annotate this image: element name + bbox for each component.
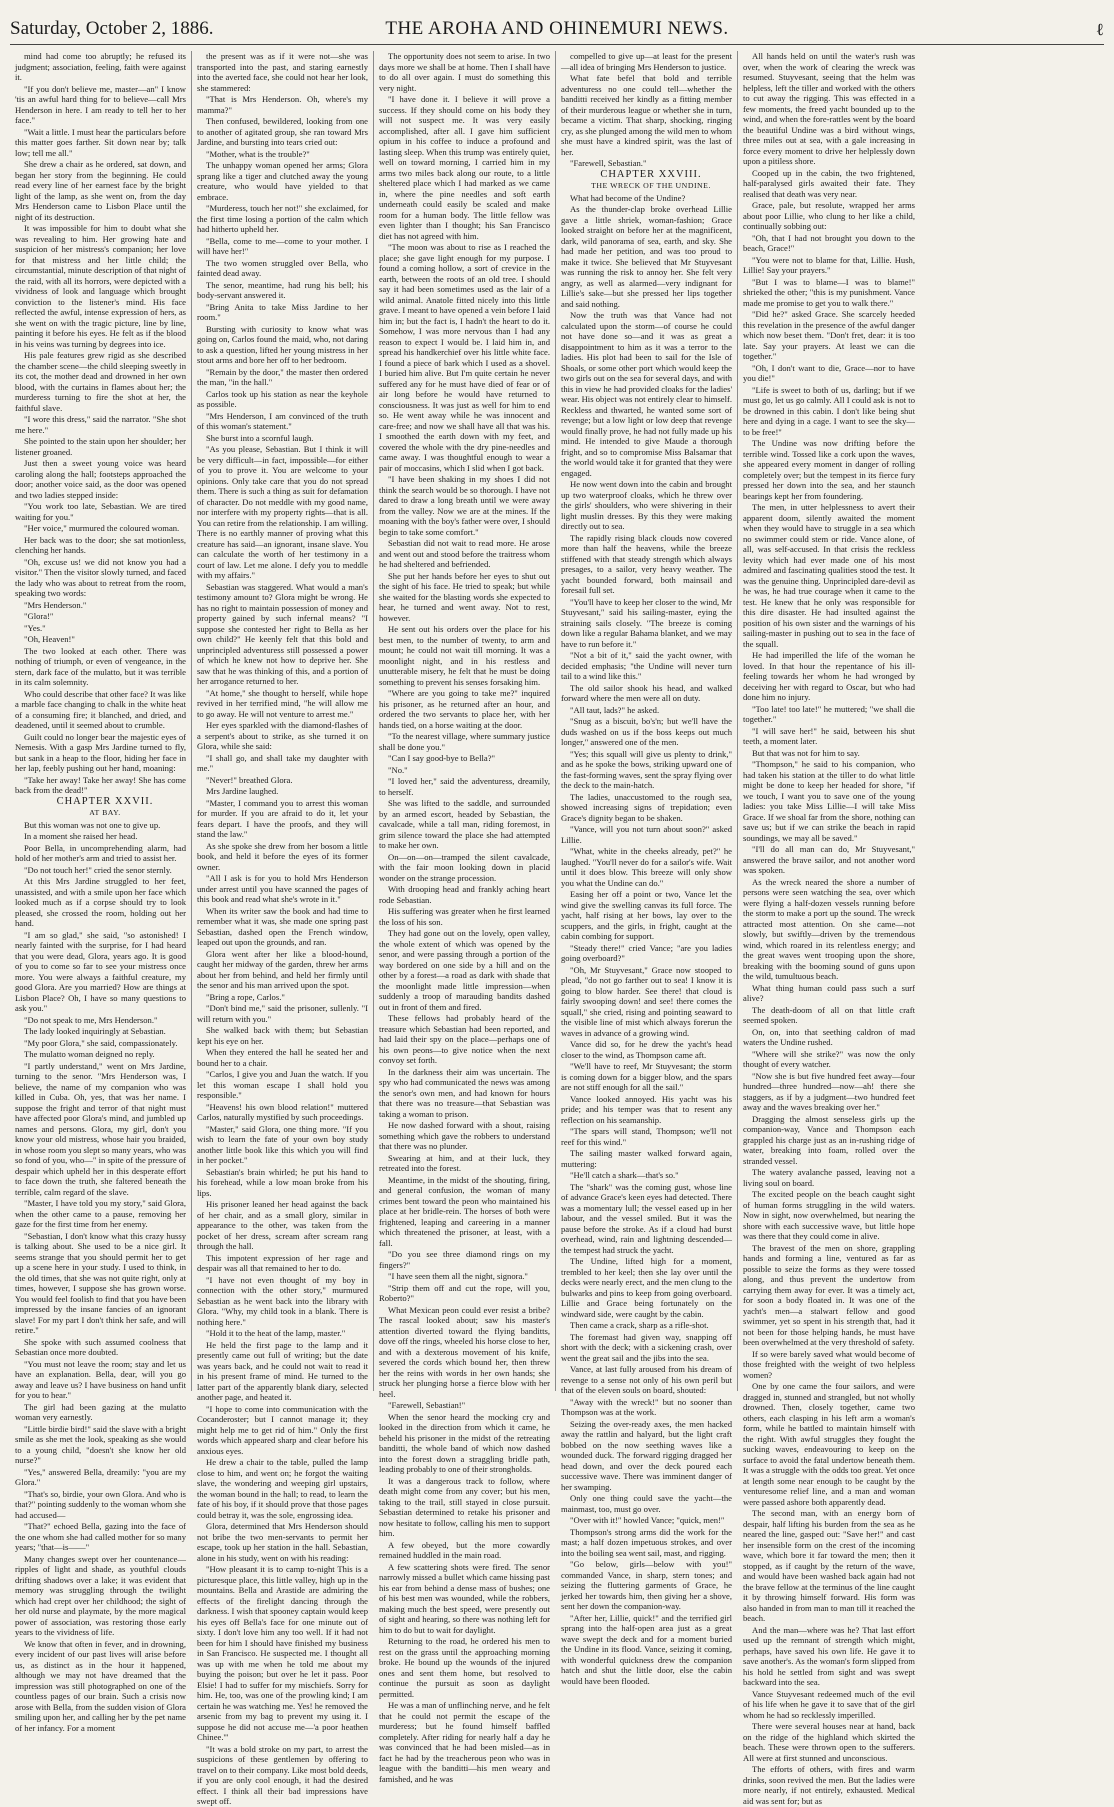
article-paragraph: "I hope to come into communication with the Cocanderoster; but I cannot manage it; they might help me to get rid of him." Only the first words which appeared sharp and clear before his anxious eyes.	[197, 1403, 368, 1456]
article-paragraph: "Oh, that I had not brought you down to the beach, Grace!"	[743, 232, 915, 253]
article-paragraph: "To the nearest village, where summary justice shall be done you."	[379, 731, 550, 752]
article-paragraph: Who could describe that other face? It was like a marble face changing to chalk in the white heat of a consuming fire; it blanched, and dried, and deadened, until it seemed about to crumble.	[15, 688, 186, 730]
article-paragraph: "Oh, I don't want to die, Grace—nor to have you die!"	[743, 362, 915, 383]
article-paragraph: A few obeyed, but the more cowardly remained huddled in the main road.	[379, 1539, 550, 1560]
article-paragraph: "At home," she thought to herself, while hope revived in her terrified mind, "he will allow me to go away. He will not venture to arrest me."	[197, 687, 368, 719]
article-paragraph: Then confused, bewildered, looking from one to another of agitated group, she ran toward Mrs Jardine, and bursting into tears cried out:	[197, 116, 368, 147]
article-paragraph: "Glora!"	[24, 611, 54, 621]
article-paragraph: "No."	[388, 764, 408, 775]
article-paragraph: "My poor Glora," she said, compassionately.	[24, 1037, 178, 1048]
article-paragraph: Easing her off a point or two, Vance let the wind give the swelling canvas its full force. The yacht, half rising at her bows, lay over to the scuppers, and the girls, in fright, caught at the cabin combing for support.	[561, 889, 732, 941]
article-paragraph: But that was not for him to say.	[752, 747, 860, 758]
article-paragraph: compelled to give up—at least for the present—all idea of bringing Mrs Henderson to justice.	[561, 51, 732, 72]
article-paragraph: "Farewell, Sebastian!"	[388, 1400, 466, 1410]
article-paragraph: The death-doom of all on that little craft seemed spoken.	[743, 1004, 915, 1025]
article-paragraph: But this woman was not one to give up.	[24, 819, 161, 830]
article-paragraph: "Yes," answered Bella, dreamily: "you are my Glora."	[15, 1466, 186, 1487]
article-paragraph: "Do not speak to me, Mrs Henderson."	[24, 1014, 158, 1025]
article-paragraph: "I have done it. I believe it will prove a success. If they should come on his body they will not suspect me. It was very easily accomplished, after all. I gave him sufficient opium in his coffee to induce a profound and lasting sleep. When this trump was entirely quiet, well on toward morning, I carried him in my arms two miles back along our route, to a little sheltered place which I had marked as we came in, where the pine needles and soft earth underneath could easily be scaled and make room for a human body. The little fellow was even lighter than I thought; his San Francisco diet has not agreed with him.	[379, 94, 550, 241]
article-paragraph: The rapidly rising black clouds now covered more than half the heavens, while the breeze stiffened with that steady strength which always presages, to a sailor, very heavy weather. The yacht bounded forward, both mainsail and foresail full set.	[561, 532, 732, 595]
article-paragraph: "Murderess, touch her not!" she exclaimed, for the first time losing a portion of the calm which had hitherto upheld her.	[197, 203, 368, 234]
article-paragraph: It was impossible for him to doubt what she was revealing to him. Her growing hate and suspicion of her mistress's companion; her love for that mistress and her little child; the circumstantial, minute description of that night of the raid, with all its horrors, were depicted with a vividness of look and language which brought conviction to the listener's mind. His face reflected the awful, intense expression of hers, as she went on with the tragic picture, line by line, painting it before his eyes. He felt as if the blood in his veins was turning by degrees into ice.	[15, 223, 186, 349]
article-paragraph: Just then a sweet young voice was heard caroling along the hall; footsteps approached the door; another voice said, as the door was opened and two ladies stepped inside:	[15, 458, 186, 500]
article-paragraph: "Vance, will you not turn about soon?" asked Lillie.	[561, 824, 732, 845]
article-paragraph: "I'll do all man can do, Mr Stuyvesant," answered the brave sailor, and not another word was spoken.	[743, 844, 915, 875]
article-paragraph: We know that often in fever, and in drowning, every incident of our past lives will arise before us, as distinct as in the hour it happened, although we may not have dreamed that the impression was still photographed on one of the countless pages of our brain. Such a crisis now arose with Bella, from the sudden vision of Glora smiling upon her, and calling her by the pet name of her infancy. For a moment	[15, 1638, 186, 1733]
article-paragraph: If so were barely saved what would become of those freighted with the weight of two helpless women?	[743, 1348, 915, 1380]
article-paragraph: "Yes."	[24, 622, 46, 633]
article-paragraph: The Undine was now drifting before the terrible wind. Tossed like a cork upon the waves, she appeared every moment in danger of rolling completely over; but the tempest in its fierce fury pressed her down into the sea, and her staunch bearings kept her from foundering.	[743, 438, 915, 501]
article-paragraph: "Life is sweet to both of us, darling; but if we must go, let us go calmly. All I could ask is not to be drowned in this cabin. I don't like being shut here and dying in a cage. I want to see the sky—to be free!"	[743, 384, 915, 437]
article-paragraph: "Not a bit of it," said the yacht owner, with decided emphasis; "the Undine will never turn tail to a wind like this."	[561, 650, 732, 681]
article-paragraph: Seizing the over-ready axes, the men hacked away the rattlin and halyard, but the light craft bobbed on the now seething waves like a wounded duck. The forward rigging dragged her head down, and over the deck poured each successive wave. There was imminent danger of her swamping.	[561, 1418, 732, 1492]
chapter-subheading: AT BAY.	[89, 808, 121, 817]
article-paragraph: His pale features grew rigid as she described the chamber scene—the child sleeping sweetly in its cot, the mother dead and drowned in her own blood, with the curtains in flames about her; the murderess turning to fire the shot at her, the faithful slave.	[15, 350, 186, 413]
columns	[10, 51, 1104, 1806]
article-paragraph: He sent out his orders over the place for his best men, to the number of twenty, to arm and mount; he could not wait till morning. It was a moonlight night, and in his restless and unutterable misery, he felt that he must be doing something to prevent his senses forsaking him.	[379, 624, 550, 687]
article-paragraph: Bursting with curiosity to know what was going on, Carlos found the maid, who, not daring to ask a question, lifted her young mistress in her stout arms and bore her off to her bedroom.	[197, 323, 368, 365]
article-paragraph: "Never!" breathed Glora.	[206, 774, 293, 785]
article-paragraph: When its writer saw the book and had time to remember what it was, she made one spring past Sebastian, dashed open the French window, leaped out upon the grounds, and ran.	[197, 905, 368, 947]
article-paragraph: "Do you see three diamond rings on my fingers?"	[379, 1249, 550, 1270]
article-paragraph: "Wait a little. I must hear the particulars before this matter goes farther. Sit down near by; talk low; tell me all."	[15, 126, 186, 158]
article-paragraph: "Oh, excuse us! we did not know you had a visitor." Then the visitor slowly turned, and faced the lady who was about to retreat from the room, speaking two words:	[15, 556, 186, 598]
article-paragraph: Vance looked annoyed. His yacht was his pride; and his temper was that to resent any reflection on his seamanship.	[561, 1093, 732, 1125]
article-paragraph: "Snug as a biscuit, bo's'n; but we'll have the duds washed on us if the boss keeps out much longer," answered one of the men.	[561, 716, 732, 747]
article-paragraph: Meantime, in the midst of the shouting, firing, and general confusion, the woman of many crimes bent toward the peon who maintained his place at her bridle-rein. The horses of both were frightened, leaping and careering in a manner which threatened the prisoner, at least, with a fall.	[379, 1174, 550, 1248]
article-paragraph: "You work too late, Sebastian. We are tired waiting for you."	[15, 501, 186, 522]
article-paragraph: On—on—on—tramped the silent cavalcade, with the fair moon looking down in placid wonder on the strange procession.	[379, 851, 550, 883]
article-paragraph: She burst into a scornful laugh.	[206, 432, 314, 443]
column-5	[738, 51, 920, 1806]
column-2	[192, 51, 374, 1806]
article-paragraph: the present was as if it were not—she was transported into the past, and staring earnestly into the averted face, she could not hear her look, she stammered:	[197, 51, 368, 93]
article-paragraph: A few scattering shots were fired. The senor narrowly missed a bullet which came hissing past his ear from behind a dense mass of bushes; one of his best men was wounded, while the robbers, making much the best speed, were presently out of sight and hearing, so there was nothing left for him to do but to wait for daylight.	[379, 1561, 550, 1635]
article-paragraph: "That's so, birdie, your own Glora. And who is that?" pointing suddenly to the woman whom she had accused—	[15, 1488, 186, 1520]
article-paragraph: "Master, I command you to arrest this woman for murder. If you are afraid to do it, let your fears depart. I have the proofs, and they will stand the law."	[197, 797, 368, 839]
article-paragraph: "Master, I have told you my story," said Glora, when the other came to a pause, removing her gaze for the first time from her enemy.	[15, 1198, 186, 1229]
article-paragraph: What fate befel that bold and terrible adventuress no one could tell—whether the banditti received her kindly as a fitting member of their murderous league or whether she in turn, became a victim. That sharp, shocking, ringing cry, as she plunged among the wild men to whom she must have a kindred spirit, was the last of her.	[561, 73, 732, 157]
article-paragraph: Glora went after her like a blood-hound, caught her midway of the garden, threw her arms about her from behind, and held her firmly until the senor and his man arrived upon the spot.	[197, 948, 368, 990]
article-paragraph: It was a dangerous track to follow, where death might come from any cover; but his men, taking to the trail, still stayed in close pursuit. Sebastian determined to retake his prisoner and now hesitate to follow, calling his men to support him.	[379, 1475, 550, 1538]
article-paragraph: "What, white in the cheeks already, pet?" he laughed. "You'll never do for a sailor's wife. Wait until it does blow. This breeze will only show you what the Undine can do."	[561, 846, 732, 888]
article-paragraph: She spoke with such assumed coolness that Sebastian once more doubted.	[15, 1336, 186, 1357]
article-paragraph: The senor, meantime, had rung his bell; his body-servant answered it.	[197, 279, 368, 300]
article-paragraph: The Undine, lifted high for a moment, trembled to her keel; then she lay over until the decks were nearly erect, and the men clung to the bulwarks and pins to keep from going overboard. Lillie and Grace being fortunately on the windward side, were caught by the cabin.	[561, 1256, 732, 1319]
article-paragraph: "How pleasant it is to camp to-night This is a picturesque place, this little valley, high up in the mountains. Bella and Arastide are admiring the effects of the firelight dancing through the darkness. I wish that spooney captain would keep his eyes off Bella's face for one minute out of sixty. I don't love him any too well. If it had not been for him I should have finished my business in San Francisco. He suspected me. I thought all was up with me when he told me about my buying the poison; but over he let it pass. Poor Elsie! I had to suffer for my mischiefs. Sorry for him. He, too, was one of the prowling kind; I am certain he was watching me. Yes! he removed the arsenic from my bag to prevent my using it. I suppose he did not accuse me—'a poor heathen Chinee.'"	[197, 1564, 368, 1742]
article-paragraph: She walked back with them; but Sebastian kept his eye on her.	[197, 1025, 368, 1046]
article-paragraph: When the senor heard the mocking cry and looked in the direction from which it came, he beheld his prisoner in the midst of the retreating banditti, the whole band of which now dashed into the forest down a straggling bridle path, leading probably to one of their strongholds.	[379, 1411, 550, 1474]
article-paragraph: "I am so glad," she said, "so astonished! I nearly fainted with the surprise, for I had heard that you were dead, Glora, years ago. It is good of you to come so far to see your mistress once more. You were always a faithful creature, my good Glora. Are you married? How are things at Lisbon Place? Oh, I have so many questions to ask you."	[15, 929, 186, 1013]
article-paragraph: Vance, at last fully aroused from his dream of revenge to a sense not only of his own peril but that of the eleven souls on board, shouted:	[561, 1364, 732, 1395]
article-paragraph: He had imperilled the life of the woman he loved. In that hour the repentance of his ill-feeling towards her whom he had wronged by deceiving her with regard to Oscar, but who had done him no injury.	[743, 650, 915, 702]
article-paragraph: The excited people on the beach caught sight of human forms struggling in the wild waters. Now in sight, now overwhelmed, but nearing the shore with each successive wave, but little hope was there that they could come in alive.	[743, 1189, 915, 1241]
article-paragraph: Vance Stuyvesant redeemed much of the evil of his life when he gave it to save that of the girl whom he had so recklessly imperilled.	[743, 1688, 915, 1720]
article-paragraph: He now dashed forward with a shout, raising something which gave the robbers to understand that there was no plunder.	[379, 1120, 550, 1151]
article-paragraph: When they entered the hall he seated her and bound her to a chair.	[197, 1047, 368, 1068]
article-paragraph: Poor Bella, in uncomprehending alarm, had hold of her mother's arm and tried to assist her.	[15, 842, 186, 863]
article-paragraph: The two women struggled over Bella, who fainted dead away.	[197, 257, 368, 278]
article-paragraph: The efforts of others, with fires and warm drinks, soon revived the men. But the ladies were more nearly, if not entirely, exhausted. Medical aid was sent for; but as	[743, 1764, 915, 1806]
article-paragraph: "Can I say good-bye to Bella?"	[388, 753, 496, 763]
article-paragraph: "All taut, lads?" he asked.	[570, 704, 660, 715]
article-paragraph: "Where are you going to take me?" inquired his prisoner, as he returned after an hour, and ordered the two servants to place her, with her hands tied, on a horse waiting at the door.	[379, 688, 550, 730]
article-paragraph: "Go below, girls—below with you!" commanded Vance, in sharp, stern tones; and seizing the fluttering garments of Grace, he jerked her towards him, then giving her a shove, sent her down the companion-way.	[561, 1559, 732, 1611]
article-paragraph: "Heavens! his own blood relation!" muttered Carlos, naturally mystified by such proceedings.	[197, 1101, 368, 1122]
article-paragraph: They had gone out on the lovely, open valley, the whole extent of which was opened by the senor, and were passing through a portion of the way bordered on one side by a hill and on the other by a forest—a road as dark with shade that the moonlight made little impression—when suddenly a troop of marauding bandits dashed out in front of them and fired.	[379, 928, 550, 1012]
article-paragraph: The girl had been gazing at the mulatto woman very earnestly.	[15, 1401, 186, 1422]
article-paragraph: "Master," said Glora, one thing more. "If you wish to learn the fate of your own boy study another little book like this which you will find in her pocket."	[197, 1123, 368, 1165]
article-paragraph: "Yes; this squall will give us plenty to drink," and as he spoke the bows, striking upward one of the fast-forming waves, sent the spray flying over the deck to the main-hatch.	[561, 748, 732, 790]
article-paragraph: "Bring a rope, Carlos."	[206, 991, 285, 1002]
article-paragraph: "The spars will stand, Thompson; we'll not reef for this wind."	[561, 1126, 732, 1147]
article-paragraph: What thing human could pass such a surf alive?	[743, 982, 915, 1003]
article-paragraph: "That is Mrs Henderson. Oh, where's my mamma?"	[197, 94, 368, 115]
article-paragraph: Many changes swept over her countenance—ripples of light and shade, as youthful clouds drifting shadows over a lake; it was evident that memory was struggling through the twilight which had crept over her childhood; the sight of her old nurse and playmate, by the more magical power of association, was restoring those early years to the vividness of life.	[15, 1553, 186, 1637]
article-paragraph: As she spoke she drew from her bosom a little book, and held it before the eyes of its former owner.	[197, 840, 368, 872]
article-paragraph: Then came a crack, sharp as a rifle-shot.	[570, 1320, 709, 1330]
article-paragraph: "Take her away! Take her away! She has come back from the dead!"	[15, 774, 186, 795]
article-paragraph: The lady looked inquiringly at Sebastian.	[24, 1026, 166, 1036]
article-paragraph: "I loved her," said the adventuress, dreamily, to herself.	[379, 776, 550, 797]
article-paragraph: "Now she is but five hundred feet away—four hundred—three hundred—now—ah! there she staggers, as if by a judgment—two hundred feet away and the waves breaking over her."	[743, 1070, 915, 1112]
article-paragraph: He now went down into the cabin and brought up two waterproof cloaks, which he threw over the girls' shoulders, who were shivering in their light muslin dresses. By this they were making directly out to sea.	[561, 479, 732, 531]
article-paragraph: There were several houses near at hand, back on the ridge of the highland which skirted the beach. These were thrown open to the sufferers. All were at first stunned and unconscious.	[743, 1721, 915, 1763]
article-paragraph: This impotent expression of her rage and despair was all that remained to her to do.	[197, 1252, 368, 1273]
page-number: ℓ	[1095, 20, 1104, 39]
article-paragraph: "The moon was about to rise as I reached the place; she gave light enough for my purpose. I found a coming hollow, a sort of crevice in the earth, between the roots of an old tree. I should say it had been sometimes used as the lair of a wild animal. Anatole fitted nicely into this little grave. I meant to have opened a vein before I laid him in; but the fact is, I hadn't the heart to do it. Somehow, I was more nervous than I had any reason to expect I would be. I laid him in, and spread his handkerchief over his little white face. I found a piece of bark which I used as a shovel. I buried him alive. But I'm quite certain he never suffered any for he must have died of fear or of air long before he would have returned to consciousness. It was just as well for him to end so. He went away while he was innocent and care-free; and now we shall have all that was his. I smoothed the earth down with my feet, and covered the whole with the dry pine-needles and came away. I was thoughtful enough to wear a pair of moccasins, which I slid when I got back.	[379, 242, 550, 473]
article-paragraph: His prisoner leaned her head against the back of her chair, and as a small glory, similar in appearance to the other, was taken from the pocket of her dress, scream after scream rang through the hall.	[197, 1199, 368, 1251]
article-paragraph: The sailing master walked forward again, muttering:	[561, 1148, 732, 1169]
chapter-heading: CHAPTER XXVII.	[56, 795, 154, 807]
chapter-subheading: THE WRECK OF THE UNDINE.	[591, 181, 711, 190]
article-paragraph: Her back was to the door; she sat motionless, clenching her hands.	[15, 534, 186, 555]
column-4	[556, 51, 738, 1686]
article-paragraph: Dragging the almost senseless girls up the companion-way, Vance and Thompson each grappled his charge just as an in-rushing ridge of water, breaking into foam, rolled over the stranded vessel.	[743, 1113, 915, 1166]
article-paragraph: With drooping head and frankly aching heart rode Sebastian.	[379, 884, 550, 905]
article-paragraph: The watery avalanche passed, leaving not a living soul on board.	[743, 1167, 915, 1188]
article-paragraph: "Strip them off and cut the rope, will you, Roberto?"	[379, 1282, 550, 1303]
article-paragraph: "Her voice," murmured the coloured woman.	[24, 523, 180, 533]
article-paragraph: These fellows had probably heard of the treasure which Sebastian had been reported, and had laid their spy on the place—perhaps one of his own peons—to give notice when the next convoy set forth.	[379, 1013, 550, 1065]
article-paragraph: "Where will she strike?" was now the only thought of every watcher.	[743, 1048, 915, 1069]
article-paragraph: "You must not leave the room; stay and let us have an explanation. Bella, dear, will you go away and leave us? I have business on hand unfit for you to hear."	[15, 1358, 186, 1400]
article-paragraph: Vance did so, for he drew the yacht's head closer to the wind, as Thompson came aft.	[561, 1039, 732, 1060]
article-paragraph: She was lifted to the saddle, and surrounded by an armed escort, headed by Sebastian, the cavalcade, while a tall man, riding foremost, in grim silence toward the place she had attempted to make her own.	[379, 798, 550, 850]
chapter-heading: CHAPTER XXVIII.	[600, 168, 702, 180]
article-paragraph: "I will save her!" he said, between his shut teeth, a moment later.	[743, 725, 915, 746]
article-paragraph: He was a man of unflinching nerve, and he felt that he could not permit the escape of the murderess; but he found himself baffled completely. After riding for nearly half a day he was convinced that he had been misled—as in fact he had by the treacherous peon who was in league with the banditti—his men weary and famished, and he was	[379, 1700, 550, 1784]
article-paragraph: Sebastian did not wait to read more. He arose and went out and stood before the traitress whom he had sheltered and befriended.	[379, 538, 550, 569]
article-paragraph: The foremast had given way, snapping off short with the deck; with a sickening crash, over went the great sail and the jibs into the sea.	[561, 1331, 732, 1363]
article-paragraph: "Over with it!" howled Vance; "quick, men!"	[570, 1515, 725, 1525]
article-paragraph: "Too late! too late!" he muttered; "we shall die together."	[743, 703, 915, 724]
article-paragraph: "I partly understand," went on Mrs Jardine, turning to the senor. "Mrs Henderson was, I believe, the name of my companion who was killed in Cuba. Oh, yes, that was her name. I suppose the fright and terror of that night must have affected poor Glora's mind, and jumbled up names and persons. Glora, my girl, don't you know your old mistress, whose hair you braided, in whose room you slept so many years, who was so fond of you, who—" in spite of the pressure of despair which upheld her in this desperate effort to face down the truth, she faltered beneath the terrible, calm regard of the slave.	[15, 1060, 186, 1197]
article-paragraph: "Bella, come to me—come to your mother. I will have her!"	[197, 235, 368, 256]
article-paragraph: Glora, determined that Mrs Henderson should not bribe the two men-servants to permit her escape, took up her station in the hall. Sebastian, alone in his study, went on with his reading:	[197, 1521, 368, 1563]
article-paragraph: "I have not even thought of my boy in connection with the other story," murmured Sebastian as he went back into the library with Glora. "Why, my child took in a blank. There is nothing here."	[197, 1274, 368, 1327]
article-paragraph: "He'll catch a shark—that's so."	[570, 1170, 679, 1180]
article-paragraph: "Away with the wreck!" but no sooner than Thompson was at the work.	[561, 1396, 732, 1417]
article-paragraph: "I wore this dress," said the narrator. "She shot me here."	[15, 414, 186, 435]
article-paragraph: The second man, with an energy born of despair, half lifting his burden from the sea as he neared the line, gasped out: "Save her!" and cast her insensible form on the crest of the incoming wave, which bore it far toward the men; then it stopped, as if caught by the return of the wave, and would have been washed back again had not the brave fellow at the terminus of the line caught it by throwing himself forward. His form was also handed in from man to man till it reached the beach.	[743, 1508, 915, 1623]
article-paragraph: "Oh, Heaven!"	[24, 634, 75, 644]
article-paragraph: "Mrs Henderson."	[24, 599, 87, 610]
article-paragraph: "Thompson," he said to his companion, who had taken his station at the tiller to do what little might be done to keep her headed for shore, "if we touch, I want you to save one of the young ladies: you take Miss Lillie—I will take Miss Grace. If we shoal far from the shore, nothing can save us; but if we can strike the beach in rapid soundings, we may all be saved."	[743, 759, 915, 843]
article-paragraph: The opportunity does not seem to arise. In two days more we shall be at home. Then I shall have to do all over again. I must do something this very night.	[379, 51, 550, 93]
article-paragraph: Only one thing could save the yacht—the mainmast, too, must go over.	[561, 1493, 732, 1514]
article-paragraph: The unhappy woman opened her arms; Glora sprang like a tiger and clutched away the young creature, who would have yielded to that embrace.	[197, 160, 368, 202]
column-3	[374, 51, 556, 1784]
article-paragraph: "If you don't believe me, master—an" I know 'tis an awful hard thing for to believe—call Mrs Henderson in here. I am ready to tell her to her face."	[15, 83, 186, 125]
article-paragraph: "Hold it to the heat of the lamp, master."	[206, 1328, 346, 1338]
article-paragraph: mind had come too abruptly; he refused its judgment; association, feeling, faith were against it.	[15, 51, 186, 82]
article-paragraph: "Remain by the door," the master then ordered the man, "in the hall."	[197, 366, 368, 387]
article-paragraph: Now the truth was that Vance had not calculated upon the storm—of course he could not have done so—and it was as great a disappointment to him as it was a terror to the ladies. His plot had been to sail for the Isle of Shoals, or some other port which would keep the two girls out on the sea for several days, and with this in view he had provided cloaks for the ladies' wear. His object was not entirely clear to himself. Reckless and thwarted, he wanted some sort of revenge; but a low light or low deep that revenge would finally prove, he had not fully made up his mind. He intended to give Maude a thorough fright, and so to compromise Miss Balsamar that the world would take it for granted that they were engaged.	[561, 310, 732, 478]
article-paragraph: The mulatto woman deigned no reply.	[24, 1049, 155, 1059]
article-paragraph: She drew a chair as he ordered, sat down, and began her story from the beginning. He could read every line of her earnest face by the bright light of the lamp, as she went on, from the day Mrs Henderson came to Lisbon Place until the night of its destruction.	[15, 159, 186, 222]
article-paragraph: "Carlos, I give you and Juan the watch. If you let this woman escape I shall hold you responsible."	[197, 1069, 368, 1100]
article-paragraph: Sebastian's brain whirled; he put his hand to his forehead, while a low moan broke from his lips.	[197, 1166, 368, 1198]
article-paragraph: He held the first page to the lamp and it presently came out full of writing; but the date was years back, and he could not wait to read it in his present frame of mind. He turned to the latter part of the apparently blank diary, selected another page, and heated it.	[197, 1339, 368, 1402]
article-paragraph: "Steady there!" cried Vance; "are you ladies going overboard?"	[561, 942, 732, 963]
article-paragraph: "Sebastian, I don't know what this crazy hussy is talking about. She used to be a nice girl. It seems strange that you should permit her to get up a scene here in your study. I used to think, in the old times, that she was not quite right, only at times, however, I suppose she has grown worse. You would feel foolish to find that you have been impressed by the insane fancies of an ignorant slave! For my part I don't think her safe, and will retire."	[15, 1230, 186, 1335]
article-paragraph: "It was a bold stroke on my part, to arrest the suspicions of these gentlemen by offering to travel on to their company. Like most bold deeds, if you are only cool enough, it had the desired effect. I think all their bad impressions have swept off.	[197, 1743, 368, 1806]
article-paragraph: "Oh, Mr Stuyvesant," Grace now stooped to plead, "do not go farther out to sea! I know it is going to blow harder. See there! that cloud is fairly swooping down! and see! there comes the squall," she cried, rising and pointing seaward to the visible line of mist which always forerun the waves in advance of a growing wind.	[561, 964, 732, 1038]
article-paragraph: "You were not to blame for that, Lillie. Hush, Lillie! Say your prayers."	[743, 254, 915, 275]
article-paragraph: All hands held on until the water's rush was over, when the work of clearing the wreck was resumed. Stuyvesant, seeing that the helm was helpless, left the tiller and worked with the others to cut away the rigging. This was effected in a few moments, the freed yacht bounded up to the wind, and when the fore-rattles went by the board the beautiful Undine was a bird without wings, three miles out at sea, with a gale increasing in force every moment to drive her helplessly down upon a pitiless shore.	[743, 51, 915, 166]
article-paragraph: "After her, Lillie, quick!" and the terrified girl sprang into the half-open area just as a great wave swept the deck and for a moment buried the Undine in its flood. Vance, seizing it coming, with wonderful quickness drew the companion hatch and shut the little door, else the cabin would have been flooded.	[561, 1612, 732, 1686]
article-paragraph: "We'll have to reef, Mr Stuyvesant; the storm is coming down for a bigger blow, and the spars are not stiff enough for all the sail."	[561, 1061, 732, 1092]
article-paragraph: On, on, into that seething caldron of mad waters the Undine rushed.	[743, 1026, 915, 1047]
article-paragraph: "Do not touch her!" cried the senor sternly.	[24, 864, 172, 875]
article-paragraph: "I shall go, and shall take my daughter with me."	[197, 752, 368, 773]
article-paragraph: At this Mrs Jardine struggled to her feet, unassisted, and with a smile upon her face which looked much as if a corpse should try to look pleased, she crossed the room, holding out her hand.	[15, 876, 186, 928]
article-paragraph: The "shark" was the coming gust, whose line of advance Grace's keen eyes had detected. There was a momentary lull; the vessel eased up in her labour, and the vessel smiled. But it was the pause before the stroke. As if a cloud had burst overhead, wind, rain and lightning descended—the tempest had struck the yacht.	[561, 1181, 732, 1255]
article-paragraph: Thompson's strong arms did the work for the mast; a half dozen impetuous strokes, and over into the boiling sea went sail, mast, and rigging.	[561, 1526, 732, 1558]
article-paragraph: The bravest of the men on shore, grappling hands and forming a line, ventured as far as possible to seize the forms as they were tossed along, and thus prevent the undertow from carrying them away for ever. It was a timely act, for soon a body floated in. It was one of the yacht's men—a stalwart fellow and good swimmer, yet so spent in his strength that, had it not been for those helping hands, he must have been overwhelmed at the very threshold of safety.	[743, 1242, 915, 1347]
article-paragraph: "Mrs Henderson, I am convinced of the truth of this woman's statement."	[197, 410, 368, 431]
article-paragraph: "I have seen them all the night, signora."	[388, 1271, 528, 1281]
article-paragraph: In the darkness their aim was uncertain. The spy who had communicated the news was among the senor's own men, and had known for hours that there was no treasure—that Sebastian was taking a woman to prison.	[379, 1066, 550, 1119]
article-paragraph: Sebastian was staggered. What would a man's testimony amount to? Glora might be wrong. He has no right to maintain possession of money and property gained by such infernal means? "I suppose she contested her right to Bella as her own child?" He keenly felt that this bold and unprincipled adventuress still possessed a power of which he knew not how to deprive her. She saw that he was thinking of this, and a portion of her arrogance returned to her.	[197, 581, 368, 686]
column-1	[10, 51, 192, 1733]
article-paragraph: "Don't bind me," said the prisoner, sullenly. "I will return with you."	[197, 1003, 368, 1024]
article-paragraph: Swearing at him, and at their luck, they retreated into the forest.	[379, 1152, 550, 1173]
article-paragraph: His suffering was greater when he first learned the loss of his son.	[379, 906, 550, 927]
article-paragraph: He drew a chair to the table, pulled the lamp close to him, and went on; he forgot the waiting slave, the wondering and weeping girl upstairs, the woman bound in the hall; to read, to learn the fate of his boy, if it should prove that those pages could betray it, was the sole, engrossing idea.	[197, 1457, 368, 1520]
article-paragraph: The men, in utter helplessness to avert their apparent doom, silently awaited the moment when they would have to struggle in a sea which no swimmer could stem or ride. Vance alone, of all, was self-accused. In that crisis the reckless levity which had ever made one of his most admired and fascinating qualities stood the test. It was the genuine thing. Unprincipled dare-devil as he was, he had true courage when it came to the test. He knew that he only was responsible for this dire disaster. He had insulted against the position of his own sister and the warnings of his sailing-master in pushing out to sea in the face of the squall.	[743, 502, 915, 649]
article-paragraph: The old sailor shook his head, and walked forward where the men were all on duty.	[561, 682, 732, 703]
article-paragraph: "Did he?" asked Grace. She scarcely heeded this revelation in the presence of the awful danger which now beset them. "Don't fret, dear: it is too late. Say your prayers. At least we can die together."	[743, 309, 915, 361]
article-paragraph: She put her hands before her eyes to shut out the sight of his face. He tried to speak; but while she waited for the blasting words she expected to hear, he turned and went away. Not to rest, however.	[379, 570, 550, 623]
article-paragraph: Cooped up in the cabin, the two frightened, half-paralysed girls awaited their fate. They realised that death was very near.	[743, 167, 915, 199]
article-paragraph: In a moment she raised her head.	[24, 831, 138, 841]
article-paragraph: "Mother, what is the trouble?"	[206, 148, 310, 159]
article-paragraph: What had become of the Undine?	[570, 192, 686, 203]
article-paragraph: "All I ask is for you to hold Mrs Henderson under arrest until you have scanned the pages of this book and read what she's wrote in it."	[197, 873, 368, 904]
article-paragraph: What Mexican peon could ever resist a bribe? The rascal looked about; saw his master's attention diverted toward the flying banditts, dove off the rings, wheeled his horse close to her, and with a dexterous movement of his knife, severed the cords which bound her, then threw her the reins with words in her own hands; she struck her plunging horse a fierce blow with her heel.	[379, 1304, 550, 1399]
newspaper-title: THE AROHA AND OHINEMURI NEWS.	[385, 18, 729, 39]
article-paragraph: "But I was to blame—I was to blame!" shrieked the other; "this is my punishment. Vance made me promise to get you to walk there."	[743, 276, 915, 308]
article-paragraph: "Farewell, Sebastian."	[570, 158, 647, 168]
article-paragraph: "You'll have to keep her closer to the wind, Mr Stuyvesant," said his sailing-master, eying the straining sails closely. "The breeze is coming down like a regular Bahama blanket, and we may have to run before it."	[561, 596, 732, 649]
issue-date: Saturday, October 2, 1886.	[10, 18, 214, 39]
article-paragraph: The ladies, unaccustomed to the rough sea, showed increasing signs of trepidation; even Grace's dignity began to be shaken.	[561, 791, 732, 823]
article-paragraph: Her eyes sparkled with the diamond-flashes of a serpent's about to strike, as she turned it on Glora, while she said:	[197, 720, 368, 751]
article-paragraph: "Bring Anita to take Miss Jardine to her room."	[197, 301, 368, 322]
article-paragraph: One by one came the four sailors, and were dragged in, stunned and strangled, but not wholly drowned. Then, closely together, came two others, each clasping in his left arm a woman's form, while he battled to maintain himself with the right. With awful struggles they fought the sucking waves, endeavouring to keep on the surface to avoid the fatal undertow beneath them. It was a struggle with the odds too great. Yet once at length some near enough to be caught by the venturesome relief line, and a man and woman were passed ashore both apparently dead.	[743, 1381, 915, 1507]
article-paragraph: Guilt could no longer bear the majestic eyes of Nemesis. With a gasp Mrs Jardine turned to fly, but sank in a heap to the floor, hiding her face in her lap, feebly pushing out her hand, moaning:	[15, 731, 186, 773]
article-paragraph: Mrs Jardine laughed.	[206, 786, 279, 796]
masthead	[10, 6, 1104, 45]
article-paragraph: The two looked at each other. There was nothing of triumph, or even of vengeance, in the stern, dark face of the mulatto, but it was terrible in its calm solemnity.	[15, 645, 186, 687]
article-paragraph: Returning to the road, he ordered his men to rest on the grass until the approaching morning broke. He bound up the wounds of the injured ones and sent them home, but resolved to continue the pursuit as soon as daylight permitted.	[379, 1636, 550, 1699]
article-paragraph: She pointed to the stain upon her shoulder; her listener groaned.	[15, 436, 186, 457]
article-paragraph: Carlos took up his station as near the keyhole as possible.	[197, 388, 368, 409]
article-paragraph: Grace, pale, but resolute, wrapped her arms about poor Lillie, who clung to her like a child, continually sobbing out:	[743, 200, 915, 231]
article-paragraph: As the wreck neared the shore a number of persons were seen watching the sea, over which were flying a half-dozen vessels running before the storm to make a port up the sound. The wreck attracted most attention. On she came—not slowly, but swiftly—driven by the tremendous wind, which roared in its relentless energy; and the great waves went trooping upon the shore, breaking with the booming sound of guns upon the wild, tumultuous beach.	[743, 876, 915, 981]
article-paragraph: "Little birdie bird!" said the slave with a bright smile as she met the look, speaking as she would to a young child, "doesn't she know her old nurse?"	[15, 1423, 186, 1465]
article-paragraph: "I have been shaking in my shoes I did not think the search would be so thorough. I have not dared to draw a long breath until we were away from the valley. Now we are at the mines. If the moaning with the boy's father were over, I should begin to take some comfort."	[379, 474, 550, 537]
article-paragraph: "As you please, Sebastian. But I think it will be very difficult—in fact, impossible—for either of you to prove it. You are welcome to your opinions. Only take care that you do not spread them. There is such a thing as suit for defamation of character. Do not meddle with my good name, nor interfere with my property rights—that is all. You can retire from the relationship. I am willing. There is no earthly manner of proving what this creature has said—an ignorant, insane slave. You can calculate the worth of her testimony in a court of law. Let me alone. I defy you to meddle with my affairs."	[197, 444, 368, 580]
article-paragraph: As the thunder-clap broke overhead Lillie gave a little shriek, woman-fashion; Grace looked straight on before her at the magnificent, dark, wild panorama of sea, earth, and sky. She had made her petition, and was too proud to make it twice. She believed that Mr Stuyvesant was running the risk to annoy her. She felt very angry, as well as alarmed—very indignant for Lillie's sake—but she pressed her lips together and said nothing.	[561, 204, 732, 309]
article-paragraph: "That?" echoed Bella, gazing into the face of the one whom she had called mother for so many years; "that—is——"	[15, 1521, 186, 1552]
article-paragraph: And the man—where was he? That last effort used up the remnant of strength which might, perhaps, have saved his own life. He gave it to save another's. As the woman's form slipped from his hold he settled from sight and was swept backward into the sea.	[743, 1624, 915, 1687]
